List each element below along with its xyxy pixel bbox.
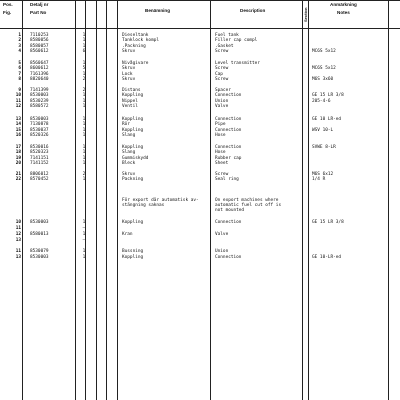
export-note-en-line1: On export machines where <box>215 198 279 203</box>
row-description: Valve <box>215 232 229 237</box>
column-divider <box>75 0 76 400</box>
row-name: Distans <box>122 88 141 93</box>
row-pos: 11 <box>15 98 21 104</box>
table-row <box>0 117 400 122</box>
row-pos: 10 <box>15 220 21 225</box>
row-name: Skruv <box>122 48 136 54</box>
row-name: Koppling <box>122 145 144 150</box>
row-part-no: 8820640 <box>30 76 49 82</box>
row-name: Lock <box>122 71 133 77</box>
row-part-no: 7141399 <box>30 88 49 93</box>
row-pos: 21 <box>15 172 21 177</box>
row-description: Connection <box>215 255 242 260</box>
table-row <box>0 122 400 127</box>
header-anmarkning: Anmärkning <box>330 2 357 7</box>
table-row <box>0 44 400 49</box>
row-name: Bussning <box>122 249 144 254</box>
row-description: Screw <box>215 66 229 72</box>
row-pos: 20 <box>15 160 21 166</box>
row-note: 1/4 R <box>312 177 326 183</box>
table-row <box>0 238 400 243</box>
row-name: Koppling <box>122 117 144 122</box>
row-qty: – <box>82 238 86 243</box>
table-row <box>0 38 400 43</box>
table-row <box>0 145 400 150</box>
row-qty: 1 <box>82 177 86 183</box>
row-part-no: 7141151 <box>30 155 49 161</box>
row-part-no: 8530239 <box>30 98 49 104</box>
row-part-no: 8600612 <box>30 66 49 72</box>
row-qty: 1 <box>82 98 86 104</box>
row-part-no: 8530037 <box>30 127 49 133</box>
row-description: Level transmitter <box>215 61 260 66</box>
row-name: Ventil <box>122 103 138 109</box>
header-partno: Part No <box>30 10 47 15</box>
row-note: GE 10 LR-ed <box>312 117 342 122</box>
row-qty: 1 <box>82 93 86 99</box>
row-part-no: 7110253 <box>30 33 49 38</box>
table-row <box>0 255 400 260</box>
table-row <box>0 161 400 166</box>
column-divider <box>388 0 389 400</box>
row-qty: 1 <box>82 145 86 150</box>
export-note-en-line2: automatic fuel cut off is <box>215 203 282 208</box>
header-description: Description <box>240 8 266 13</box>
row-pos: 3 <box>18 43 21 49</box>
row-qty: 2 <box>82 88 86 93</box>
table-row <box>0 72 400 77</box>
header-detalj: Detalj nr <box>30 2 49 7</box>
row-name: Rör <box>122 122 130 128</box>
table-row <box>0 177 400 182</box>
row-qty: 1 <box>82 160 86 166</box>
row-part-no: 8530079 <box>30 249 49 254</box>
row-qty: 1 <box>82 155 86 161</box>
row-pos: 12 <box>15 232 21 237</box>
header-top-rule <box>0 0 400 1</box>
table-row <box>0 77 400 82</box>
row-pos: 9 <box>18 88 21 93</box>
column-divider <box>210 0 211 400</box>
row-note: M6S 3x60 <box>312 76 334 82</box>
row-description: Screw <box>215 48 229 54</box>
row-pos: 15 <box>15 127 21 133</box>
row-description: Hose <box>215 132 226 138</box>
row-name: Bleck <box>122 160 136 166</box>
row-pos: 13 <box>15 117 21 122</box>
row-part-no: 8520326 <box>30 132 49 138</box>
row-part-no: 8560612 <box>30 48 49 54</box>
row-description: Connection <box>215 117 242 122</box>
row-name: Packning <box>122 177 144 183</box>
row-part-no: 8520323 <box>30 150 49 156</box>
row-pos: 1 <box>18 33 21 38</box>
row-pos: 16 <box>15 132 21 138</box>
column-divider <box>302 0 303 400</box>
row-pos: 17 <box>15 145 21 150</box>
row-part-no: 8560647 <box>30 61 49 66</box>
row-pos: 5 <box>18 61 21 66</box>
header-pos: Pos. <box>3 2 13 7</box>
row-qty: 1 <box>82 33 86 38</box>
row-description: Screw <box>215 76 229 82</box>
row-qty: 1 <box>82 61 86 66</box>
row-part-no: 8530003 <box>30 117 49 122</box>
row-pos: 18 <box>15 150 21 156</box>
export-note-sv-line1: För export där automatisk av- <box>122 198 199 203</box>
row-qty: 1 <box>82 43 86 49</box>
row-qty: 1 <box>82 150 86 156</box>
row-pos: 22 <box>15 177 21 183</box>
table-row <box>0 99 400 104</box>
table-row <box>0 172 400 177</box>
row-name: Skruv <box>122 172 136 177</box>
table-row <box>0 232 400 237</box>
row-part-no: 8806012 <box>30 172 49 177</box>
row-pos: 19 <box>15 155 21 161</box>
row-part-no: 8580056 <box>30 38 49 44</box>
row-note: WSV 10-L <box>312 127 334 133</box>
table-row <box>0 150 400 155</box>
table-row <box>0 93 400 98</box>
row-part-no: 8570452 <box>30 177 49 183</box>
row-note: M6S 6x12 <box>312 172 334 177</box>
table-row <box>0 33 400 38</box>
row-qty: – <box>82 226 86 231</box>
row-note: MC6S 5x12 <box>312 66 336 72</box>
row-description: Connection <box>215 127 242 133</box>
row-pos: 11 <box>15 226 21 231</box>
header-fig: Fig. <box>3 10 12 15</box>
header-section: Section <box>303 7 308 22</box>
row-qty: 1 <box>82 127 86 133</box>
row-name: .Packning <box>122 43 146 49</box>
row-qty: 5 <box>82 66 86 72</box>
row-part-no: 8530003 <box>30 220 49 225</box>
row-qty: 6 <box>82 48 86 54</box>
row-part-no: 7130878 <box>30 122 49 128</box>
row-qty: 1 <box>82 220 86 225</box>
table-row <box>0 220 400 225</box>
row-part-no: 8580013 <box>30 232 49 237</box>
row-qty: 1 <box>82 132 86 138</box>
header-benamning: Benämning <box>145 8 171 13</box>
row-name: Slang <box>122 150 136 156</box>
row-part-no: 7161396 <box>30 71 49 77</box>
row-note: SVWE 8-LR <box>312 145 336 150</box>
row-qty: 1 <box>82 103 86 109</box>
row-pos: 10 <box>15 93 21 99</box>
row-description: Spacer <box>215 88 231 93</box>
row-part-no: 7141152 <box>30 160 49 166</box>
row-description: Union <box>215 98 229 104</box>
row-qty: 1 <box>82 38 86 44</box>
row-qty: 1 <box>82 122 86 128</box>
row-description: Sheet <box>215 160 229 166</box>
row-qty: 1 <box>82 117 86 122</box>
row-description: .Gasket <box>215 43 234 49</box>
row-name: Koppling <box>122 127 144 133</box>
row-qty: 1 <box>82 249 86 254</box>
row-description: Screw <box>215 172 229 177</box>
row-qty: 1 <box>82 255 86 260</box>
table-row <box>0 156 400 161</box>
row-pos: 4 <box>18 48 21 54</box>
row-description: Rubber cap <box>215 155 242 161</box>
row-name: Slang <box>122 132 136 138</box>
row-qty: 1 <box>82 71 86 77</box>
column-divider <box>117 0 118 400</box>
row-description: Cap <box>215 71 223 77</box>
row-pos: 14 <box>15 122 21 128</box>
row-name: Koppling <box>122 93 144 99</box>
column-divider <box>85 0 86 400</box>
row-pos: 6 <box>18 66 21 72</box>
header-bottom-rule <box>0 28 400 29</box>
table-row <box>0 133 400 138</box>
column-divider <box>308 0 309 400</box>
row-description: Pipe <box>215 122 226 128</box>
header-notes: Notes <box>337 10 350 15</box>
row-name: Koppling <box>122 220 144 225</box>
table-row <box>0 128 400 133</box>
row-part-no: 8530003 <box>30 93 49 99</box>
row-description: Fuel tank <box>215 33 239 38</box>
row-pos: 11 <box>15 249 21 254</box>
row-qty: 1 <box>82 232 86 237</box>
column-divider <box>96 0 97 400</box>
export-note-en-line3: not mounted <box>215 208 245 213</box>
row-description: Valve <box>215 103 229 109</box>
row-part-no: 8580572 <box>30 103 49 109</box>
row-note: GE 10-LR-ed <box>312 255 342 260</box>
row-name: Skruv <box>122 76 136 82</box>
row-note: 205-4-6 <box>312 98 331 104</box>
row-pos: 2 <box>18 38 21 44</box>
row-description: Hose <box>215 150 226 156</box>
row-name: Nippel <box>122 98 138 104</box>
row-pos: 12 <box>15 103 21 109</box>
row-part-no: 8530003 <box>30 255 49 260</box>
row-description: Seal ring <box>215 177 239 183</box>
row-qty: 2 <box>82 172 86 177</box>
table-row <box>0 104 400 109</box>
row-pos: 7 <box>18 71 21 77</box>
row-part-no: 8580057 <box>30 43 49 49</box>
row-pos: 13 <box>15 238 21 243</box>
table-row <box>0 226 400 231</box>
row-description: Connection <box>215 220 242 225</box>
table-row <box>0 66 400 71</box>
row-part-no: 8530016 <box>30 145 49 150</box>
row-name: Kran <box>122 232 133 237</box>
row-note: MC6S 5x12 <box>312 48 336 54</box>
export-note-sv-line2: stängning saknas <box>122 203 165 208</box>
row-name: Gummiskydd <box>122 155 149 161</box>
row-note: GE 15 LR 3/8 <box>312 93 344 99</box>
column-divider <box>106 0 107 400</box>
column-divider <box>22 0 23 400</box>
row-note: GE 15 LR 3/8 <box>312 220 344 225</box>
row-pos: 8 <box>18 76 21 82</box>
row-description: Connection <box>215 145 242 150</box>
row-description: Filler cap compl <box>215 38 258 44</box>
table-row <box>0 249 400 254</box>
row-name: Skruv <box>122 66 136 72</box>
row-name: Koppling <box>122 255 144 260</box>
row-name: Tanklock kompl <box>122 38 160 44</box>
row-description: Union <box>215 249 229 254</box>
table-row <box>0 49 400 54</box>
row-pos: 13 <box>15 255 21 260</box>
row-qty: 2 <box>82 76 86 82</box>
row-name: Nivågivare <box>122 61 149 66</box>
row-name: Dieseltank <box>122 33 149 38</box>
table-row <box>0 61 400 66</box>
row-description: Connection <box>215 93 242 99</box>
